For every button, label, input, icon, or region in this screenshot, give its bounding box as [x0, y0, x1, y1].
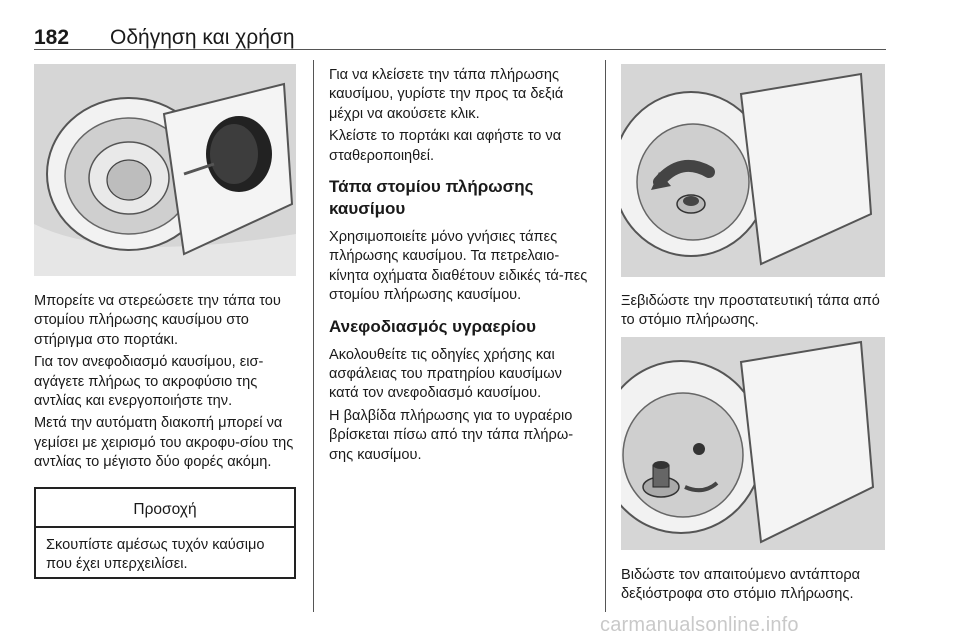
caption-screw-adapter: Βιδώστε τον απαιτούμενο αντάπτορα δεξιόστροφα στο στόμιο πλήρωσης.	[621, 567, 861, 603]
header-divider	[34, 49, 886, 50]
paragraph-insert-nozzle: Για τον ανεφοδιασμό καυσίμου, εισ-αγάγετε πλήρως το ακροφύσιο της αντλίας και ενεργοποιήστε την.	[34, 354, 264, 410]
caption-unscrew-cap: Ξεβιδώστε την προστατευτική τάπα από το στόμιο πλήρωσης.	[621, 293, 880, 329]
paragraph-lpg-valve: Η βαλβίδα πλήρωσης για το υγραέριο βρίσκεται πίσω από την τάπα πλήρω-σης καυσίμου.	[329, 407, 574, 463]
paragraph-genuine-caps: Χρησιμοποιείτε μόνο γνήσιες τάπες πλήρωσης καυσίμου. Τα πετρελαιο-κίνητα οχήματα διαθέτουν ειδικές τά-πες στομίου πλήρωσης καυσίμου.	[329, 229, 588, 304]
caution-text: Σκουπίστε αμέσως τυχόν καύσιμο που έχει υπερχειλίσει.	[46, 537, 265, 573]
column-divider-2	[605, 60, 606, 612]
paragraph-close-cap: Για να κλείσετε την τάπα πλήρωσης καυσίμου, γυρίστε την προς τα δεξιά μέχρι να ακούσετε κλικ.	[329, 67, 564, 122]
lpg-adapter-illustration	[621, 337, 885, 550]
paragraph-cap-holder: Μπορείτε να στερεώσετε την τάπα του στομίου πλήρωσης καυσίμου στο στήριγμα στο πορτάκι.	[34, 293, 281, 348]
fuel-cap-illustration	[34, 64, 296, 276]
paragraph-after-cutoff: Μετά την αυτόματη διακοπή μπορεί να γεμίσει με χειρισμό του ακροφυ-σίου της αντλίας το μέγιστο δύο φορές ακόμη.	[34, 415, 294, 471]
watermark: carmanualsonline.info	[600, 614, 799, 636]
lpg-adapter-drawing	[621, 337, 885, 550]
paragraph-station-instructions: Ακολουθείτε τις οδηγίες χρήσης και ασφάλειας του πρατηρίου καυσίμων κατά τον ανεφοδιασμό καυσίμου.	[329, 346, 562, 402]
lpg-cap-unscrew-illustration	[621, 64, 885, 277]
caution-title: Προσοχή	[133, 501, 197, 518]
heading-lpg-refuelling: Ανεφοδιασμός υγραερίου	[329, 316, 537, 336]
fuel-cap-drawing	[34, 64, 296, 276]
heading-fuel-cap: Τάπα στομίου πλήρωσης καυσίμου	[329, 177, 534, 219]
caution-divider	[36, 526, 294, 528]
paragraph-close-flap: Κλείστε το πορτάκι και αφήστε το να σταθεροποιηθεί.	[329, 128, 562, 164]
page-number: 182	[34, 26, 70, 49]
column-divider-1	[313, 60, 314, 612]
lpg-cap-unscrew-drawing	[621, 64, 885, 277]
caution-box	[34, 487, 296, 579]
section-title: Οδήγηση και χρήση	[110, 26, 295, 49]
